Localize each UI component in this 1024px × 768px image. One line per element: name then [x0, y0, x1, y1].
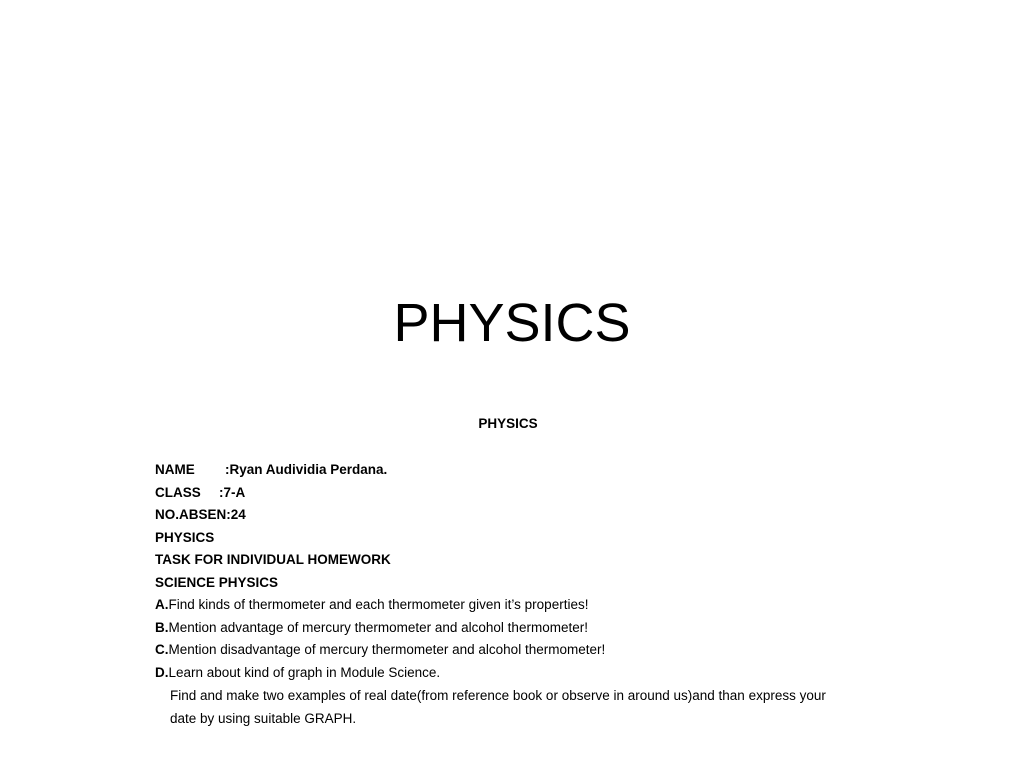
science-heading: SCIENCE PHYSICS — [155, 574, 279, 590]
question-text: Mention advantage of mercury thermometer and alcohol thermometer! — [168, 619, 588, 635]
continuation-line-1: Find and make two examples of real date(from reference book or observe in around us)and than express your — [170, 688, 826, 703]
question-text: Mention disadvantage of mercury thermometer and alcohol thermometer! — [168, 642, 606, 657]
question-marker: D. — [155, 664, 169, 680]
name-label: NAME — [155, 462, 195, 477]
question-marker: C. — [155, 642, 169, 657]
question-marker: B. — [155, 619, 169, 635]
question-text: Learn about kind of graph in Module Science. — [168, 664, 441, 680]
question-marker: A. — [155, 597, 169, 612]
question-d — [155, 662, 845, 685]
class-value: :7-A — [219, 484, 246, 500]
class-label: CLASS — [155, 484, 201, 500]
class-line — [155, 482, 845, 505]
slide-subtitle: PHYSICS — [478, 416, 538, 431]
question-b — [155, 617, 845, 640]
slide-title: PHYSICS — [393, 293, 631, 353]
subject-heading: PHYSICS — [155, 529, 215, 545]
question-a — [155, 594, 845, 617]
slide-body — [155, 459, 845, 731]
task-heading: TASK FOR INDIVIDUAL HOMEWORK — [155, 552, 391, 567]
name-value: :Ryan Audividia Perdana. — [225, 462, 388, 477]
name-line — [155, 459, 845, 482]
question-c — [155, 639, 845, 662]
question-text: Find kinds of thermometer and each thermometer given it’s properties! — [168, 597, 589, 612]
absen-line: NO.ABSEN:24 — [155, 507, 246, 522]
continuation-line-2: date by using suitable GRAPH. — [170, 711, 357, 726]
